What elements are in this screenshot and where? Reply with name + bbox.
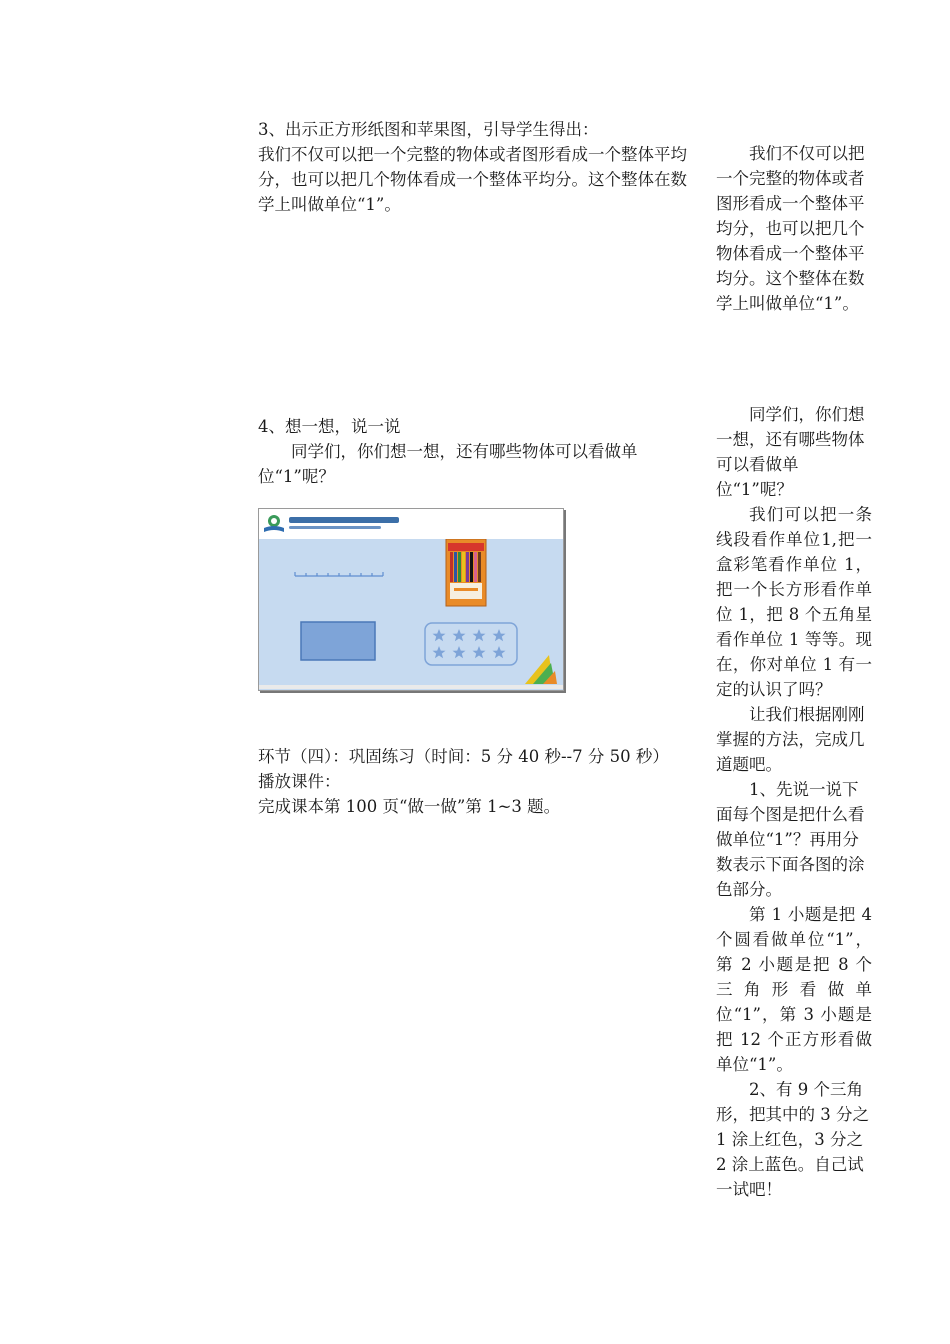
slide-brand-subtext: [289, 526, 381, 529]
right-notes-group: [716, 402, 872, 1202]
section3-body: 我们不仅可以把一个完整的物体或者图形看成一个整体平均分，也可以把几个物体看成一个整体平均分。这个整体在数学上叫做单位“1”。: [258, 145, 687, 214]
corner-decoration-icon: [525, 655, 557, 684]
line-segment: [295, 572, 383, 576]
slide-content: [259, 539, 563, 690]
stage4-play-courseware: 播放课件：: [258, 772, 341, 791]
platform-logo-icon: [263, 514, 285, 534]
blue-rectangle: [301, 622, 375, 660]
right-note-4: 让我们根据刚刚掌握的方法，完成几道题吧。: [716, 705, 865, 774]
section3-heading: 3、出示正方形纸图和苹果图，引导学生得出：: [258, 120, 599, 139]
section4-body: 同学们，你们想一想，还有哪些物体可以看做单位“1”呢？: [258, 442, 638, 486]
right-note-7: 2、有 9 个三角形，把其中的 3 分之 1 涂上红色，3 分之 2 涂上蓝色。自己试一试吧！: [716, 1080, 869, 1199]
right-note-2: 同学们，你们想一想，还有哪些物体可以看做单位“1”呢？: [716, 405, 865, 499]
slide-brand-text: [289, 517, 399, 523]
stage4-title: 环节（四）：巩固练习（时间：5 分 40 秒--7 分 50 秒）: [258, 747, 669, 766]
colored-pen-box: [446, 539, 486, 606]
right-note-3: 我们可以把一条线段看作单位1,把一盒彩笔看作单位 1，把一个长方形看作单位 1，把 8 个五角星看作单位 1 等等。现在，你对单位 1 有一定的认识了吗？: [716, 505, 872, 699]
eight-stars-group: [425, 623, 517, 665]
right-note-5: 1、先说一说下面每个图是把什么看做单位“1”？再用分数表示下面各图的涂色部分。: [716, 780, 865, 899]
right-note-1: 我们不仅可以把一个完整的物体或者图形看成一个整体平均分，也可以把几个物体看成一个整体平均分。这个整体在数学上叫做单位“1”。: [716, 144, 865, 313]
slide-header: [259, 509, 563, 539]
section4-heading: 4、想一想，说一说: [258, 417, 401, 436]
right-note-6: 第 1 小题是把 4 个圆看做单位“1”，第 2 小题是把 8 个三角形看做单位“1”，第 3 小题是把 12 个正方形看做单位“1”。: [716, 905, 872, 1074]
stage4-task: 完成课本第 100 页“做一做”第 1~3 题。: [258, 797, 561, 816]
courseware-slide: [258, 508, 564, 691]
